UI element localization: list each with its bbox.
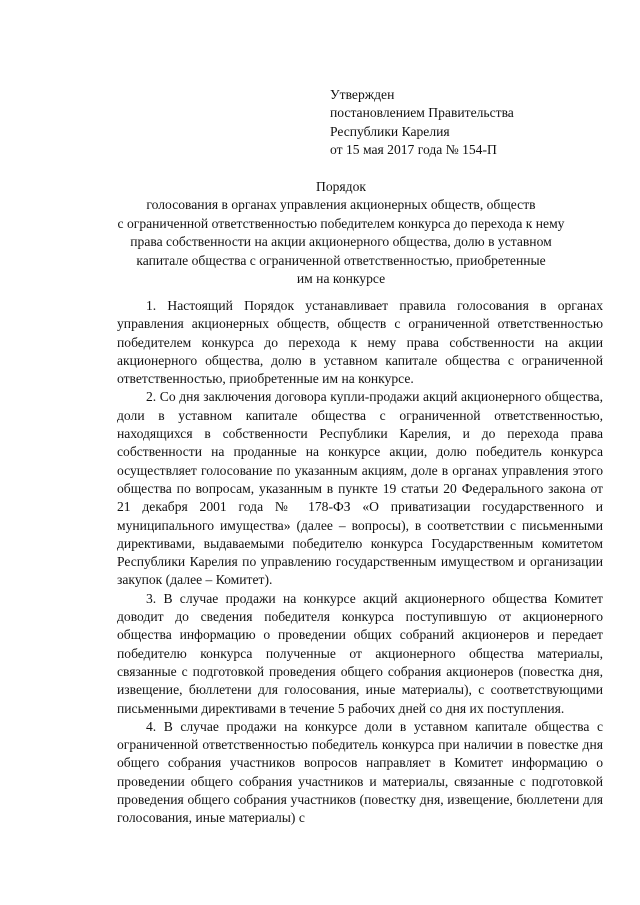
title-line: с ограниченной ответственностью победителем конкурса до перехода к нему	[117, 215, 565, 231]
approval-line-approved: Утвержден	[330, 87, 395, 102]
title-heading: Порядок	[316, 179, 366, 194]
document-title	[80, 178, 602, 288]
approval-line-resolution: постановлением Правительства	[330, 105, 514, 121]
title-line: капитале общества с ограниченной ответственностью, приобретенные	[136, 252, 546, 268]
title-line: им на конкурсе	[296, 271, 386, 287]
title-line: права собственности на акции акционерного общества, долю в уставном	[130, 234, 552, 250]
paragraph-3: 3. В случае продажи на конкурсе акций акционерного общества Комитет доводит до сведения победителя конкурса поступившую от акционерного общества информацию о проведении общих собраний акционеров и передает победителю конкурса полученные от акционерного общества материалы, связанные с подготовкой проведения общего собрания акционеров (повестка дня, извещение, бюллетени для голосования, иные материалы), с соответствующими письменными директивами в течение 5 рабочих дней со дня их поступления.	[117, 590, 603, 716]
document-body	[117, 297, 603, 828]
approval-line-date-number: от 15 мая 2017 года № 154-П	[330, 142, 497, 158]
paragraph-2: 2. Со дня заключения договора купли-продажи акций акционерного общества, доли в уставном капитале общества с ограниченной ответственностью, находящихся в собственности Республики Карелия, и до перехода права собственности на проданные на конкурсе акции, долю победитель конкурса осуществляет голосование по указанным акциям, доле в органах управления этого общества по вопросам, указанным в пункте 19 статьи 20 Федерального закона от 21 декабря 2001 года № 178-ФЗ «О приватизации государственного и муниципального имущества» (далее – вопросы), в соответствии с письменными директивами, выдаваемыми победителю конкурса Государственным комитетом Республики Карелия по управлению государственным имуществом и организации закупок (далее – Комитет).	[117, 389, 603, 588]
approval-stamp	[330, 86, 514, 160]
paragraph-4: 4. В случае продажи на конкурсе доли в уставном капитале общества с ограниченной ответственностью победитель конкурса при наличии в повестке дня общего собрания участников вопросов направляет в Комитет информацию о проведении общего собрания участников и материалы, связанные с подготовкой проведения общего собрания участников (повестку дня, извещение, бюллетени для голосования, иные материалы) с	[117, 718, 603, 826]
paragraph-1: 1. Настоящий Порядок устанавливает правила голосования в органах управления акционерных обществ, обществ с ограниченной ответственностью победителем конкурса до перехода к нему права собственности на акции акционерного общества, долю в уставном капитале общества с ограниченной ответственностью, приобретенные им на конкурсе.	[117, 298, 603, 387]
approval-line-republic: Республики Карелия	[330, 123, 450, 139]
title-line: голосования в органах управления акционерных обществ, обществ	[146, 197, 536, 213]
